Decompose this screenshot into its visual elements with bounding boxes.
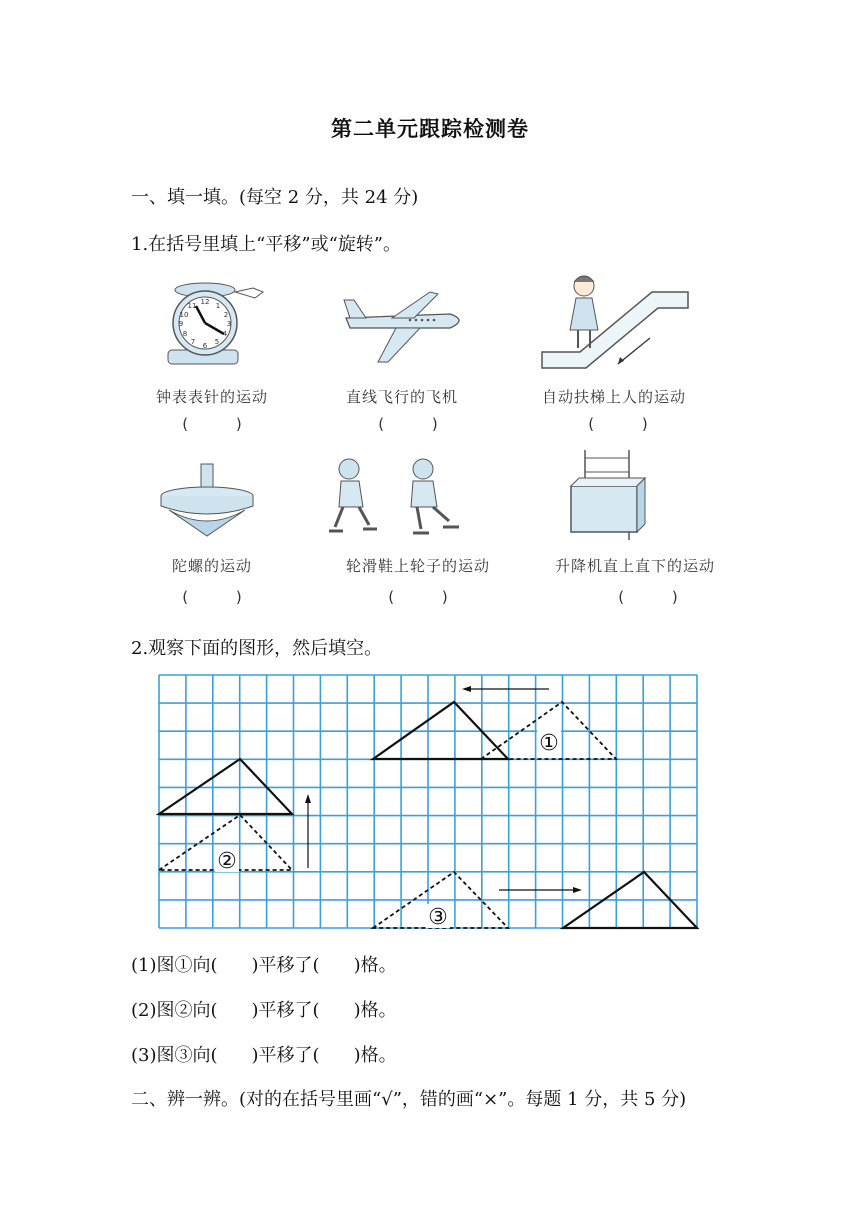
svg-text:1: 1 xyxy=(215,302,221,310)
figure-2-solid xyxy=(159,759,292,814)
svg-text:6: 6 xyxy=(202,342,208,350)
svg-text:2: 2 xyxy=(223,311,229,319)
clock-icon xyxy=(160,278,270,368)
figure-3-label: ③ xyxy=(428,905,448,930)
arrow-left-icon xyxy=(462,686,471,692)
answer-line-2: (2)图②向( )平移了( )格。 xyxy=(131,1000,397,1021)
spinning-top-icon xyxy=(155,462,260,542)
airplane-icon xyxy=(340,290,470,365)
caption-airplane: 直线飞行的飞机 xyxy=(345,388,458,406)
q1-prompt: 1.在括号里填上“平移”或“旋转”。 xyxy=(131,234,401,255)
svg-text:11: 11 xyxy=(187,302,197,310)
caption-escalator: 自动扶梯上人的运动 xyxy=(541,388,686,406)
arrow-right-icon xyxy=(573,887,582,893)
caption-clock: 钟表表针的运动 xyxy=(155,388,268,406)
svg-text:9: 9 xyxy=(178,320,184,328)
answer-line-1: (1)图①向( )平移了( )格。 xyxy=(131,955,397,976)
section2-heading: 二、辨一辨。(对的在括号里画“√”，错的画“×”。每题 1 分，共 5 分) xyxy=(131,1089,687,1110)
q2-prompt: 2.观察下面的图形，然后填空。 xyxy=(131,638,383,659)
translation-grid xyxy=(156,672,701,930)
answer-blank-clock[interactable]: ( ) xyxy=(182,415,242,433)
svg-text:3: 3 xyxy=(226,320,232,328)
caption-elevator: 升降机直上直下的运动 xyxy=(554,557,715,575)
svg-text:7: 7 xyxy=(190,338,196,346)
svg-text:5: 5 xyxy=(214,338,220,346)
section1-heading: 一、填一填。(每空 2 分，共 24 分) xyxy=(131,187,419,208)
caption-spinning-top: 陀螺的运动 xyxy=(171,557,252,575)
svg-text:10: 10 xyxy=(179,311,189,319)
arrow-up-icon xyxy=(305,794,311,803)
page-title: 第二单元跟踪检测卷 xyxy=(331,117,529,141)
svg-text:12: 12 xyxy=(200,298,210,306)
figure-1-label: ① xyxy=(539,731,559,756)
answer-blank-escalator[interactable]: ( ) xyxy=(588,415,648,433)
answer-blank-roller-skates[interactable]: ( ) xyxy=(388,588,448,606)
answer-line-3: (3)图③向( )平移了( )格。 xyxy=(131,1045,397,1066)
answer-blank-spinning-top[interactable]: ( ) xyxy=(182,588,242,606)
svg-text:4: 4 xyxy=(222,330,228,338)
elevator-icon xyxy=(565,448,655,543)
figure-2-label: ② xyxy=(217,849,237,874)
escalator-icon xyxy=(540,268,690,373)
caption-roller-skates: 轮滑鞋上轮子的运动 xyxy=(345,557,490,575)
answer-blank-elevator[interactable]: ( ) xyxy=(618,588,678,606)
answer-blank-airplane[interactable]: ( ) xyxy=(378,415,438,433)
svg-text:8: 8 xyxy=(182,330,188,338)
roller-skaters-icon xyxy=(325,455,475,540)
